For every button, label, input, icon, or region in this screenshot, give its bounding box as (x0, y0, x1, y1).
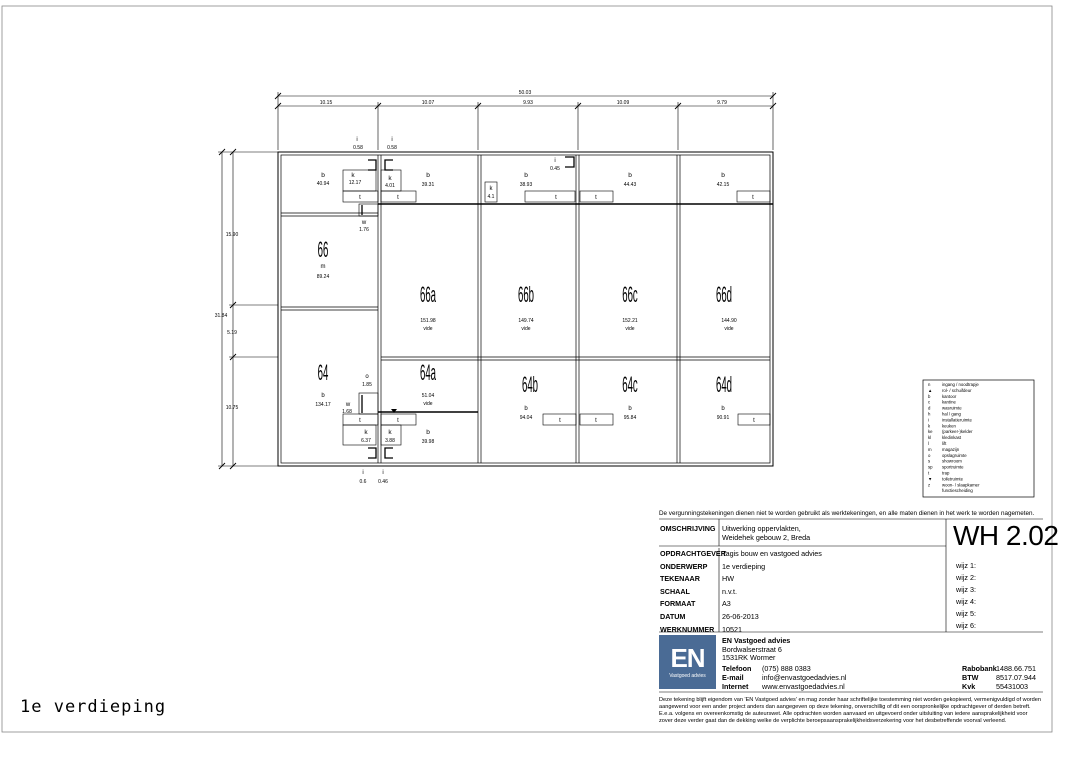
legend-code: sp (928, 464, 933, 470)
unit-64a-use: vide (423, 401, 433, 407)
dim-depth-bottom: 10.75 (225, 405, 239, 411)
logo-subtitle: Vastgoed advies (669, 673, 706, 679)
room-k-2-use: k (388, 175, 392, 182)
room-i-3-area: 0.45 (550, 166, 560, 172)
unit-66d-name: 66d (715, 281, 733, 308)
contact-label: E-mail (722, 673, 744, 682)
unit-66a-use: vide (423, 326, 433, 332)
dim-width-1: 10.15 (319, 100, 333, 106)
dim-width-4: 10.09 (616, 100, 630, 106)
unit-64a-name: 64a (419, 359, 437, 386)
unit-66b-use: vide (521, 326, 531, 332)
legend-code: o (928, 452, 931, 458)
room-b-3-area: 38.93 (519, 182, 533, 188)
legend-code: ▲ (928, 387, 933, 393)
legend-text: kantine (942, 399, 956, 405)
stair-label-5: t (752, 195, 754, 201)
dimension-labels (215, 90, 727, 411)
room-k-4-area: 6.37 (361, 438, 371, 444)
stair-label-3: t (555, 195, 557, 201)
legend-text: opslagruimte (942, 452, 967, 458)
room-i-1-use: i (356, 137, 358, 143)
room-o-1-use: o (365, 374, 369, 380)
registry-value: 8517.07.944 (996, 673, 1036, 682)
unit-64c-use: b (628, 406, 632, 412)
room-i-4-use: i (362, 470, 364, 476)
dim-total-depth: 31.84 (214, 313, 228, 319)
legend-code: l (928, 441, 929, 446)
revision-entry: wijz 5: (956, 609, 976, 618)
field-value: 1e verdieping (722, 561, 766, 571)
room-b-1-area: 40.94 (316, 181, 330, 187)
room-o-1-area: 1.85 (362, 382, 372, 388)
legend-code: z (928, 482, 931, 488)
legend-text: toiletruimte (942, 476, 964, 482)
unit-66b-area: 149.74 (518, 318, 534, 324)
dimension-lines (218, 92, 773, 466)
legend-text: rol- / schuifdeur (942, 387, 972, 393)
room-i-5-use: i (382, 470, 384, 476)
legend-code: ke (928, 429, 933, 435)
room-w-2-area: 1.68 (342, 409, 352, 415)
logo-letters: EN (670, 643, 705, 673)
room-i-5-area: 0.46 (378, 479, 388, 485)
unit-66-name: 66 (317, 236, 329, 263)
legend-text: sportruimte (942, 464, 964, 470)
room-b-2-area: 39.31 (421, 182, 435, 188)
field-value: Tagis bouw en vastgoed advies (722, 549, 822, 558)
room-i-3-use: i (554, 158, 556, 164)
stair-label-8: t (559, 418, 561, 424)
legend-text: functiescheiding (942, 488, 973, 494)
legend-text: showroom (942, 458, 962, 464)
floor-label: 1e verdieping (20, 697, 167, 717)
room-i-2-area: 0.58 (387, 145, 397, 151)
small-rooms (343, 170, 401, 445)
legend-text: lift (942, 441, 947, 446)
unit-66-use: m (320, 264, 326, 270)
legend-text: (parkeer-)kelder (942, 429, 973, 435)
legend-code: b (928, 393, 931, 399)
field-label: ONDERWERP (660, 561, 708, 571)
legend (928, 382, 980, 493)
field-label: FORMAAT (660, 599, 696, 609)
stair-label-7: t (397, 418, 399, 424)
legend-code: ▼ (928, 476, 933, 482)
unit-64c-area: 95.84 (623, 415, 637, 421)
room-b-64a-use: b (426, 429, 430, 436)
stair-label-4: t (595, 195, 597, 201)
legend-text: trap (942, 470, 950, 476)
registry-label: Kvk (962, 682, 976, 691)
field-label: OPDRACHTGEVER (660, 549, 726, 558)
field-label: WERKNUMMER (660, 624, 715, 634)
revision-entry: wijz 6: (956, 621, 976, 630)
unit-64b-area: 94.04 (519, 415, 533, 421)
registry-value: 1488.66.751 (996, 664, 1036, 673)
unit-66c-area: 152.21 (622, 318, 638, 324)
field-value: 26-06-2013 (722, 612, 759, 621)
stair-label-10: t (753, 418, 755, 424)
room-k-5-area: 3.88 (385, 438, 395, 444)
contact-value: info@envastgoedadvies.nl (762, 673, 847, 682)
thick-walls (378, 204, 773, 412)
field-value: HW (722, 574, 734, 584)
legend-code: m (928, 446, 932, 452)
room-b-4-use: b (628, 172, 632, 179)
legend-text: magazijn (942, 446, 960, 452)
company-street: Bordwalserstraat 6 (722, 645, 782, 654)
room-k-3-use: k (489, 186, 493, 192)
stair-label-1: t (359, 195, 361, 201)
unit-64d-area: 90.91 (716, 415, 730, 421)
registry-label: BTW (962, 673, 979, 682)
legend-code: d (928, 405, 931, 411)
legend-code: c (928, 399, 931, 405)
legend-code: t (928, 470, 930, 476)
unit-64a-area: 51.04 (421, 393, 435, 399)
room-i-2-use: i (391, 137, 393, 143)
room-i-4-area: 0.6 (359, 479, 367, 485)
legend-code: i (928, 417, 929, 423)
company-city: 1531RK Wormer (722, 653, 776, 662)
omschrijving-label: OMSCHRIJVING (660, 524, 716, 533)
contact-label: Internet (722, 682, 749, 691)
registry-label: Rabobank (962, 664, 997, 673)
legend-code: s (928, 458, 931, 464)
room-i-1-area: 0.58 (353, 145, 363, 151)
legend-text: woon- / slaapkamer (942, 482, 980, 488)
stair-label-6: t (359, 418, 361, 424)
contact-value: www.envastgoedadvies.nl (762, 682, 845, 691)
unit-64b-name: 64b (521, 371, 539, 398)
unit-66-area: 89.24 (316, 274, 330, 280)
field-value: 10521 (722, 624, 742, 634)
dim-width-5: 9.79 (717, 100, 727, 106)
copyright-disclaimer: Deze tekening blijft eigendom van 'EN Vastgoed advies' en mag zonder haar schriftelijke toestemming niet worden gekopieerd, vermenigvuldigd of worden aangewend voor een ander project anders dan aangegeven op deze tekening, onverschillig of dit een oorspronkelijke opdrachtgever of derden betreft. E.e.a. volgens en overeenkomstig de auteurswet. Alle opdrachten worden aanvaard en uitgevoerd onder uitsluiting van iedere aansprakelijkheid voor zover deze verder gaat dan de dekking welke de verplichte beroepsaansprakelijkheidsverzekering voor het desbetreffende voorval verleend. (659, 697, 1041, 724)
stair-label-9: t (595, 418, 597, 424)
room-b-1-use: b (321, 172, 325, 179)
room-w-2-use: w (345, 402, 351, 408)
room-w-1-use: w (361, 220, 367, 226)
unit-66c-use: vide (625, 326, 635, 332)
legend-text: hal / gang (942, 411, 961, 417)
revision-entry: wijz 2: (956, 573, 976, 582)
revision-entry: wijz 3: (956, 585, 976, 594)
omschrijving-line1: Uitwerking oppervlakten, (722, 524, 801, 533)
unit-64d-use: b (721, 406, 725, 412)
company-name: EN Vastgoed advies (722, 636, 791, 645)
room-b-5-area: 42.15 (716, 182, 730, 188)
room-b-3-use: b (524, 172, 528, 179)
room-b-5-use: b (721, 172, 725, 179)
legend-code: h (928, 411, 931, 417)
field-value: A3 (722, 599, 731, 609)
room-k-1-use: k (351, 172, 355, 179)
legend-text: wasruimte (942, 405, 962, 411)
dim-total-width: 50.03 (518, 90, 532, 96)
legend-text: kledinkast (942, 435, 962, 441)
unit-64b-use: b (524, 406, 528, 412)
unit-66a-name: 66a (419, 281, 437, 308)
dimension-ticks (219, 93, 776, 469)
dim-depth-mid: 5.19 (227, 330, 237, 336)
field-label: SCHAAL (660, 586, 690, 596)
dim-width-3: 9.93 (523, 100, 533, 106)
unit-64d-name: 64d (715, 371, 733, 398)
room-b-2-use: b (426, 172, 430, 179)
legend-text: installatieruimte (942, 417, 972, 423)
unit-64-use: b (321, 393, 325, 399)
unit-66b-name: 66b (517, 281, 535, 308)
legend-text: kantoor (942, 393, 957, 399)
omschrijving-line2: Weidehek gebouw 2, Breda (722, 533, 811, 542)
room-k-3-area: 4.1 (487, 194, 495, 200)
revision-entry: wijz 1: (956, 561, 976, 570)
field-value: n.v.t. (722, 586, 738, 596)
sheet-border (2, 6, 1052, 732)
stair-label-2: t (397, 195, 399, 201)
field-label: DATUM (660, 612, 686, 621)
legend-code: kl (928, 435, 932, 441)
unit-66a-area: 151.98 (420, 318, 436, 324)
room-k-2-area: 4.01 (385, 183, 395, 189)
legend-text: keuken (942, 423, 956, 429)
unit-64-area: 134.17 (315, 402, 331, 408)
legend-code: n (928, 382, 931, 387)
field-label: TEKENAAR (660, 574, 700, 584)
permit-notice: De vergunningstekeningen dienen niet te worden gebruikt als werktekeningen, en alle maten dienen in het werk te worden nagemeten. (659, 510, 1035, 517)
unit-64-name: 64 (317, 359, 329, 386)
drawing-number: WH 2.02 (953, 520, 1059, 551)
unit-66d-use: vide (724, 326, 734, 332)
room-b-4-area: 44.43 (623, 182, 637, 188)
room-k-1-area: 12.17 (348, 180, 362, 186)
unit-66d-area: 144.90 (721, 318, 737, 324)
legend-box (923, 380, 1034, 497)
contact-label: Telefoon (722, 664, 752, 673)
room-k-5-use: k (388, 429, 392, 436)
legend-text: ingang / noodtrapje (942, 382, 979, 387)
room-w-1-area: 1.76 (359, 227, 369, 233)
revision-entry: wijz 4: (956, 597, 976, 606)
dim-width-2: 10.07 (421, 100, 435, 106)
dim-depth-top: 15.90 (225, 232, 239, 238)
room-k-4-use: k (364, 429, 368, 436)
stairs (343, 182, 770, 425)
legend-code: k (928, 423, 931, 429)
contact-value: (075) 888 0383 (762, 664, 811, 673)
room-b-64a-area: 39.98 (421, 439, 435, 445)
company-logo (659, 635, 716, 689)
unit-64c-name: 64c (622, 371, 638, 398)
unit-66c-name: 66c (622, 281, 638, 308)
registry-value: 55431003 (996, 682, 1028, 691)
